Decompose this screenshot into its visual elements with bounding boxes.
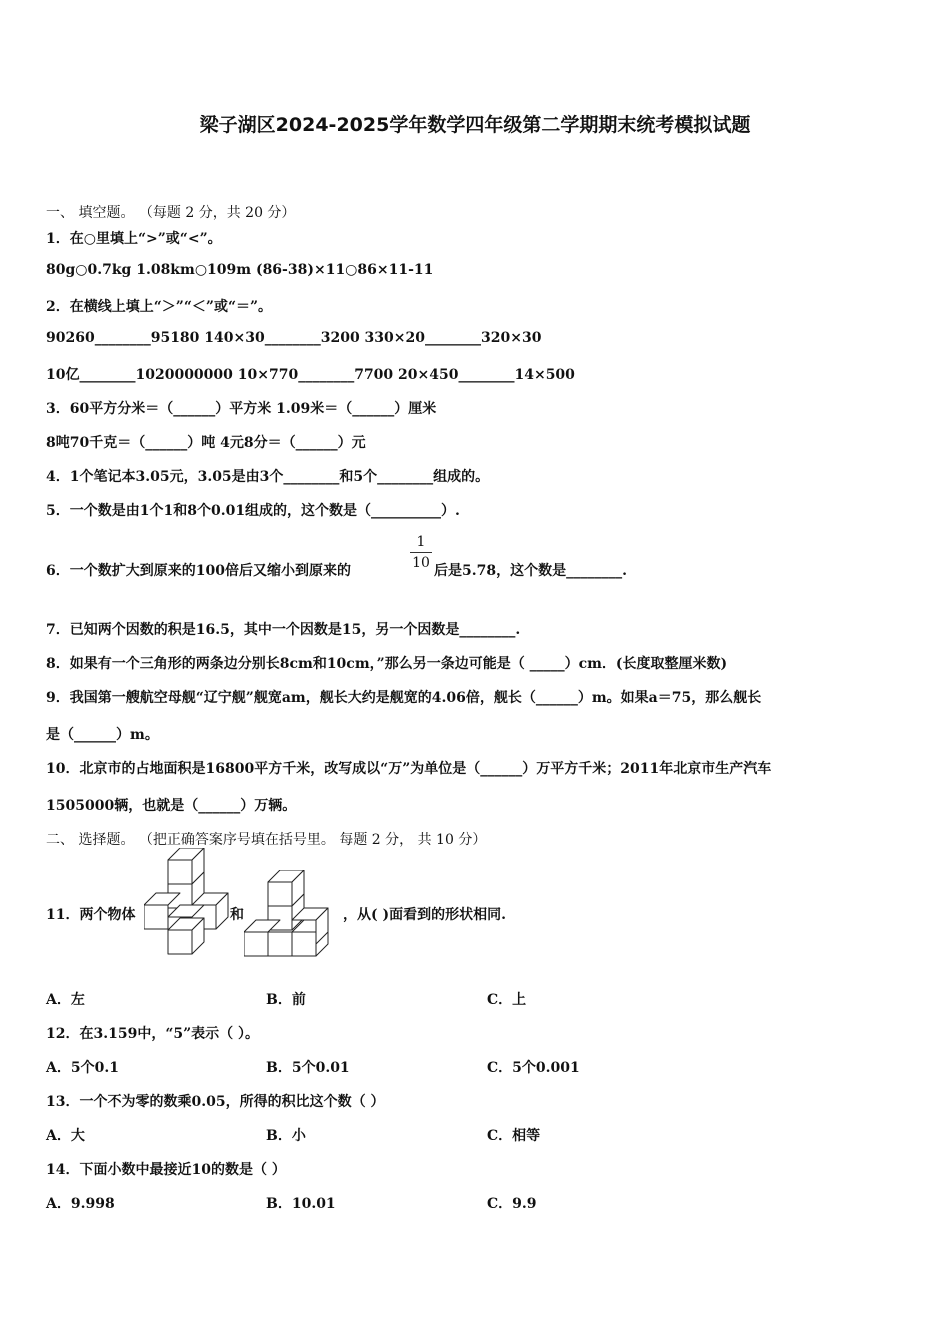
question-11-mid: 和 [230,907,244,923]
q11-option-b[interactable]: B．前 [266,992,306,1008]
q11-option-c[interactable]: C．上 [487,992,527,1008]
q14-option-c[interactable]: C．9.9 [487,1196,537,1212]
q13-option-c[interactable]: C．相等 [487,1128,541,1144]
question-2-row-2: 10亿________1020000000 10×770________7700 20×450________14×500 [46,367,575,383]
q11-option-a[interactable]: A．左 [46,992,85,1008]
page-title: 梁子湖区2024-2025学年数学四年级第二学期期末统考模拟试题 [199,114,751,136]
question-10-row-2: 1505000辆，也就是（______）万辆。 [46,798,297,814]
question-7: 7．已知两个因数的积是16.5，其中一个因数是15，另一个因数是________. [46,622,521,638]
section-2-header: 二、 选择题。 （把正确答案序号填在括号里。 每题 2 分， 共 10 分） [46,832,487,848]
q12-option-a[interactable]: A．5个0.1 [46,1060,119,1076]
fraction-denominator: 10 [412,555,430,571]
question-12: 12．在3.159中，“5”表示（ ）。 [46,1026,260,1042]
section-1-header: 一、 填空题。 （每题 2 分，共 20 分） [46,205,296,221]
question-4: 4．1个笔记本3.05元，3.05是由3个________和5个________组成的。 [46,469,490,485]
question-9-row-2: 是（______）m。 [46,727,159,743]
question-1-items: 80g○0.7kg 1.08km○109m (86-38)×11○86×11-11 [46,262,434,278]
q12-option-c[interactable]: C．5个0.001 [487,1060,580,1076]
question-11-prefix: 11．两个物体 [46,907,136,923]
q13-option-a[interactable]: A．大 [46,1128,85,1144]
cube-figure-1 [144,848,230,958]
question-14: 14．下面小数中最接近10的数是（ ） [46,1162,286,1178]
question-9-row-1: 9．我国第一艘航空母舰“辽宁舰”舰宽am，舰长大约是舰宽的4.06倍，舰长（______）m。如果a＝75，那么舰长 [46,690,762,706]
question-3-row-2: 8吨70千克＝（______）吨 4元8分＝（______）元 [46,435,366,451]
question-2-row-1: 90260________95180 140×30________3200 330×20________320×30 [46,330,542,346]
q14-option-b[interactable]: B．10.01 [266,1196,336,1212]
fraction-one-tenth [410,533,432,572]
question-2: 2．在横线上填上“＞”“＜”或“＝”。 [46,299,273,315]
q12-option-b[interactable]: B．5个0.01 [266,1060,350,1076]
question-6-after: 后是5.78，这个数是________. [434,563,627,579]
question-13: 13．一个不为零的数乘0.05，所得的积比这个数（ ） [46,1094,385,1110]
cube-figure-2 [244,870,344,958]
question-11-suffix: ，从( )面看到的形状相同. [343,907,506,923]
question-10-row-1: 10．北京市的占地面积是16800平方千米，改写成以“万”为单位是（______）万平方千米；2011年北京市生产汽车 [46,761,772,777]
question-6-before: 6．一个数扩大到原来的100倍后又缩小到原来的 [46,563,351,579]
q13-option-b[interactable]: B．小 [266,1128,306,1144]
question-3-row-1: 3．60平方分米＝（______）平方米 1.09米＝（______）厘米 [46,401,437,417]
question-1: 1．在○里填上“>”或“<”。 [46,231,222,247]
q14-option-a[interactable]: A．9.998 [46,1196,115,1212]
question-8: 8．如果有一个三角形的两条边分别长8cm和10cm，”那么另一条边可能是（ _____）cm．(长度取整厘米数) [46,656,728,672]
question-5: 5．一个数是由1个1和8个0.01组成的，这个数是（__________）. [46,503,460,519]
fraction-numerator: 1 [416,534,426,550]
